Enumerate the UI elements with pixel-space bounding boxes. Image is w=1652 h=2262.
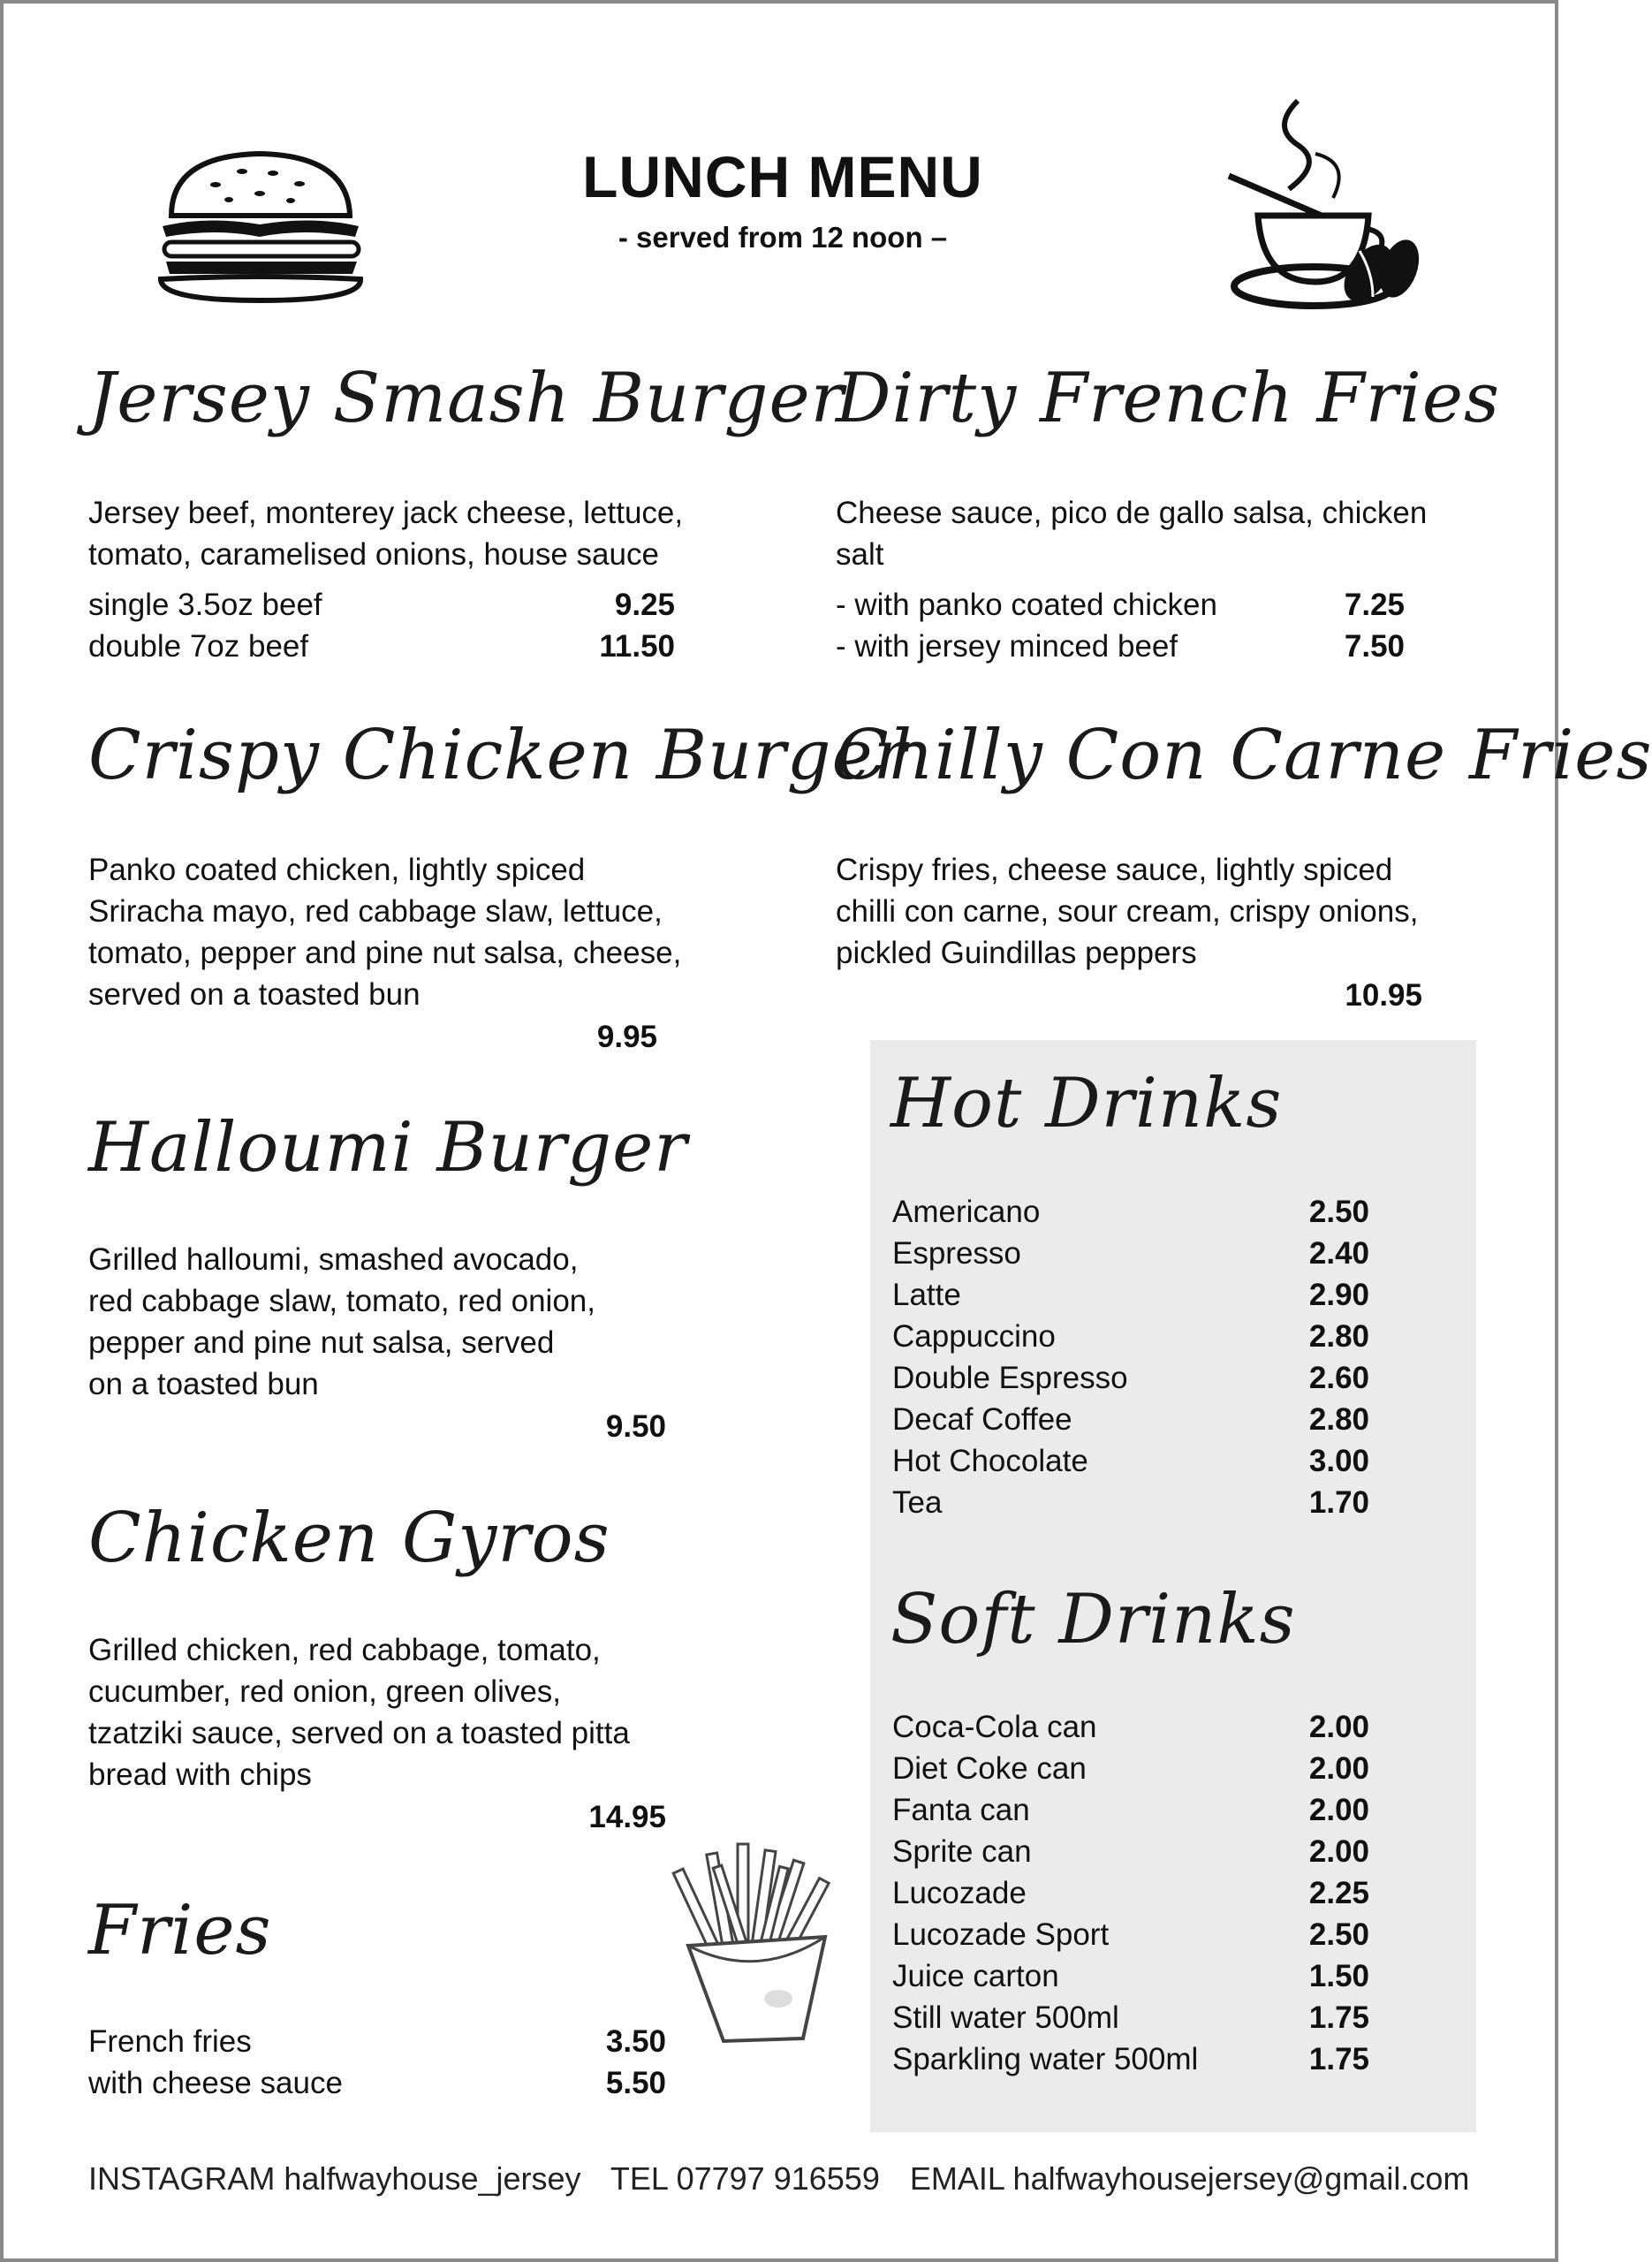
drink-price: 2.60	[1308, 1361, 1369, 1395]
desc-line: chilli con carne, sour cream, crispy onions,	[836, 894, 1419, 929]
drink-name: Decaf Coffee	[892, 1402, 1072, 1437]
fries-heading: Fries	[88, 1891, 272, 1970]
list-item	[892, 1233, 1440, 1274]
drink-name: Tea	[892, 1485, 943, 1520]
jersey-smash-heading: Jersey Smash Burger	[88, 359, 845, 438]
drink-price: 2.25	[1308, 1876, 1369, 1910]
dirty-fries-option-price: 7.25	[1344, 588, 1405, 622]
desc-line: Jersey beef, monterey jack cheese, lettuce,	[88, 496, 684, 530]
desc-line: pickled Guindillas peppers	[836, 936, 1197, 970]
desc-line: Grilled chicken, red cabbage, tomato,	[88, 1633, 601, 1667]
desc-line: Crispy fries, cheese sauce, lightly spiced	[836, 853, 1393, 887]
drink-price: 1.75	[1308, 2000, 1369, 2035]
halloumi-description	[88, 1239, 595, 1405]
jersey-smash-option-label: single 3.5oz beef	[88, 588, 322, 622]
list-item	[892, 1872, 1440, 1914]
list-item	[892, 1274, 1440, 1316]
list-item	[892, 1706, 1440, 1748]
soft-drinks-heading: Soft Drinks	[890, 1580, 1296, 1659]
drink-name: Latte	[892, 1278, 961, 1312]
drink-name: Juice carton	[892, 1959, 1059, 1993]
hot-drinks-heading: Hot Drinks	[890, 1064, 1283, 1143]
drink-price: 1.50	[1308, 1959, 1369, 1993]
dirty-fries-option-price: 7.50	[1344, 629, 1405, 664]
soft-drinks-list	[892, 1706, 1440, 2080]
page-subtitle: - served from 12 noon –	[618, 221, 948, 254]
desc-line: bread with chips	[88, 1757, 312, 1792]
halloumi-price: 9.50	[605, 1409, 666, 1444]
drink-name: Fanta can	[892, 1793, 1030, 1827]
list-item	[892, 1748, 1440, 1789]
desc-line: red cabbage slaw, tomato, red onion,	[88, 1284, 595, 1318]
dirty-fries-heading: Dirty French Fries	[836, 359, 1501, 438]
drink-price: 3.00	[1308, 1444, 1369, 1478]
jersey-smash-option-price: 9.25	[614, 588, 675, 622]
drink-name: Espresso	[892, 1236, 1021, 1271]
drink-price: 2.80	[1308, 1402, 1369, 1437]
desc-line: salt	[836, 537, 884, 572]
drink-price: 2.00	[1308, 1710, 1369, 1744]
contact-footer	[88, 2160, 1490, 2197]
list-item	[892, 1914, 1440, 1955]
drink-price: 2.00	[1308, 1834, 1369, 1869]
page-title: LUNCH MENU	[582, 144, 983, 209]
drink-price: 2.50	[1308, 1195, 1369, 1229]
list-item	[892, 1789, 1440, 1831]
drink-price: 2.50	[1308, 1917, 1369, 1952]
drink-name: Double Espresso	[892, 1361, 1128, 1395]
drink-name: Still water 500ml	[892, 2000, 1119, 2035]
crispy-chicken-heading: Crispy Chicken Burger	[88, 716, 907, 795]
list-item	[892, 1399, 1440, 1440]
gyros-heading: Chicken Gyros	[88, 1499, 610, 1578]
drink-price: 2.00	[1308, 1793, 1369, 1827]
list-item	[892, 1357, 1440, 1399]
hot-drinks-list	[892, 1191, 1440, 1523]
email-address[interactable]: EMAIL halfwayhousejersey@gmail.com	[909, 2160, 1470, 2197]
desc-line: on a toasted bun	[88, 1367, 319, 1401]
chilly-fries-price: 10.95	[1345, 978, 1422, 1013]
desc-line: Panko coated chicken, lightly spiced	[88, 853, 586, 887]
list-item	[892, 1191, 1440, 1233]
drink-name: Coca-Cola can	[892, 1710, 1097, 1744]
list-item	[892, 2038, 1440, 2080]
fries-option-price: 5.50	[605, 2066, 666, 2100]
dirty-fries-description	[836, 492, 1427, 575]
drink-price: 1.75	[1308, 2042, 1369, 2076]
drink-name: Sprite can	[892, 1834, 1032, 1869]
desc-line: pepper and pine nut salsa, served	[88, 1325, 555, 1360]
desc-line: served on a toasted bun	[88, 977, 421, 1012]
drink-price: 2.40	[1308, 1236, 1369, 1271]
desc-line: Cheese sauce, pico de gallo salsa, chicken	[836, 496, 1428, 530]
halloumi-heading: Halloumi Burger	[88, 1108, 688, 1188]
desc-line: cucumber, red onion, green olives,	[88, 1674, 562, 1709]
jersey-smash-description	[88, 492, 683, 575]
gyros-description	[88, 1629, 630, 1795]
drink-name: Diet Coke can	[892, 1751, 1087, 1786]
drink-price: 1.70	[1308, 1485, 1369, 1520]
fries-icon	[679, 1840, 834, 2043]
list-item	[892, 1955, 1440, 1997]
fries-option-price: 3.50	[605, 2024, 666, 2059]
drink-name: Americano	[892, 1195, 1041, 1229]
desc-line: tomato, pepper and pine nut salsa, cheese,	[88, 936, 682, 970]
drink-name: Sparkling water 500ml	[892, 2042, 1199, 2076]
fries-option-label: French fries	[88, 2024, 252, 2059]
list-item	[892, 1482, 1440, 1523]
drink-name: Hot Chocolate	[892, 1444, 1088, 1478]
gyros-price: 14.95	[588, 1800, 666, 1834]
drink-name: Lucozade	[892, 1876, 1027, 1910]
crispy-chicken-price: 9.95	[596, 1020, 657, 1054]
list-item	[892, 1997, 1440, 2038]
drink-name: Cappuccino	[892, 1319, 1056, 1354]
drink-name: Lucozade Sport	[892, 1917, 1110, 1952]
list-item	[892, 1831, 1440, 1872]
dirty-fries-option-label: - with jersey minced beef	[836, 629, 1178, 664]
list-item	[892, 1316, 1440, 1357]
telephone-number[interactable]: TEL 07797 916559	[610, 2160, 880, 2197]
drink-price: 2.00	[1308, 1751, 1369, 1786]
dirty-fries-option-label: - with panko coated chicken	[836, 588, 1217, 622]
chilly-fries-description	[836, 849, 1418, 974]
jersey-smash-option-label: double 7oz beef	[88, 629, 309, 664]
chilly-fries-heading: Chilly Con Carne Fries	[836, 716, 1652, 795]
desc-line: tomato, caramelised onions, house sauce	[88, 537, 659, 572]
jersey-smash-option-price: 11.50	[599, 629, 675, 664]
crispy-chicken-description	[88, 849, 681, 1015]
desc-line: Sriracha mayo, red cabbage slaw, lettuce,	[88, 894, 663, 929]
drink-price: 2.90	[1308, 1278, 1369, 1312]
fries-option-label: with cheese sauce	[88, 2066, 343, 2100]
desc-line: Grilled halloumi, smashed avocado,	[88, 1242, 579, 1277]
instagram-handle[interactable]: INSTAGRAM halfwayhouse_jersey	[88, 2160, 581, 2197]
drink-price: 2.80	[1308, 1319, 1369, 1354]
list-item	[892, 1440, 1440, 1482]
desc-line: tzatziki sauce, served on a toasted pitta	[88, 1716, 630, 1750]
